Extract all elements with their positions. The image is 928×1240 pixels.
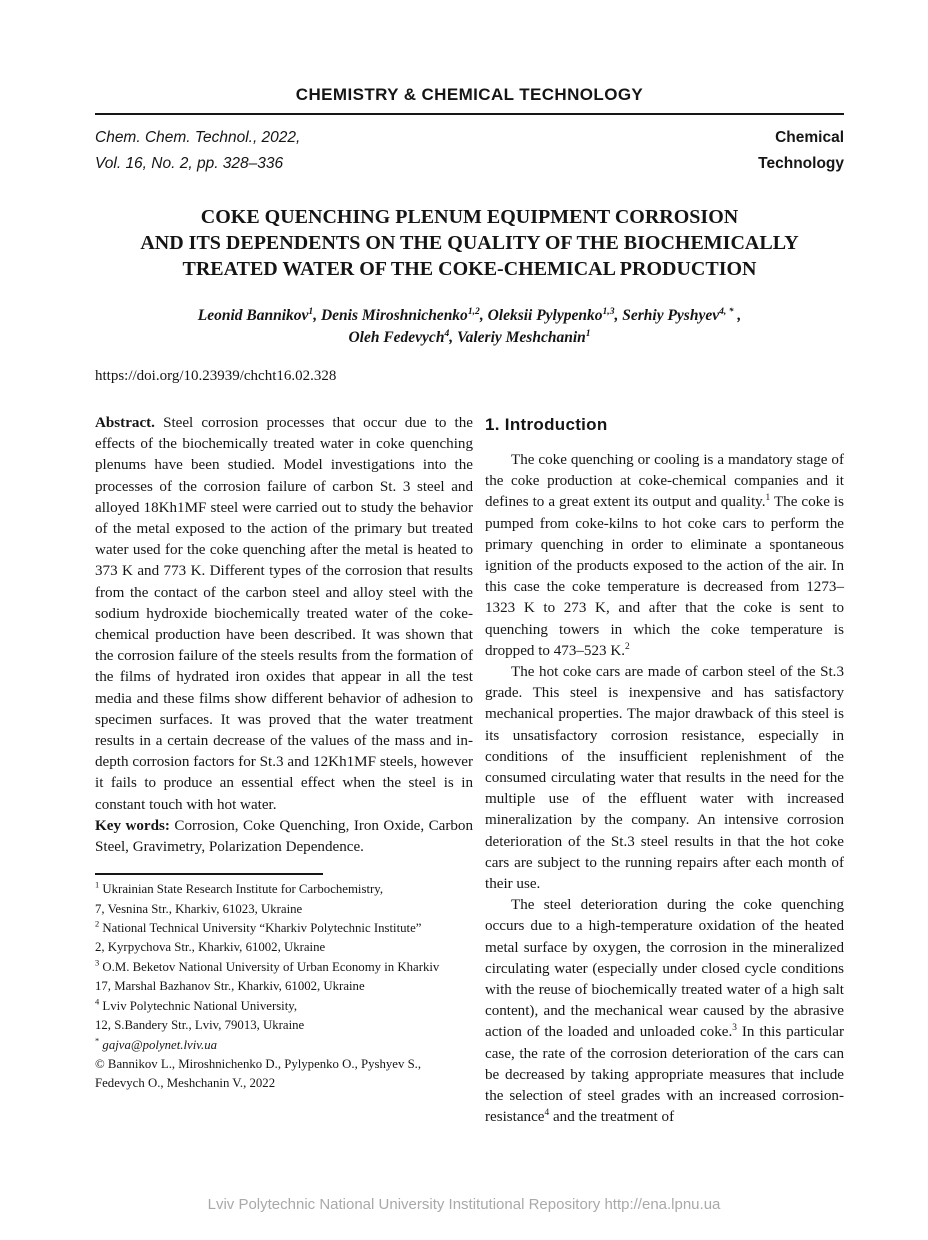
repository-footer: Lviv Polytechnic National University Institutional Repository http://ena.lpnu.ua bbox=[207, 1196, 721, 1213]
author-separator: , bbox=[614, 307, 623, 324]
copyright-line-2 bbox=[95, 1074, 473, 1093]
footnote-marker: 1 bbox=[95, 880, 100, 890]
paragraph-text: and the treatment of bbox=[549, 1109, 675, 1126]
email-link[interactable]: gajva@polynet.lviv.ua bbox=[99, 1037, 218, 1052]
footnote-text: © Bannikov L., Miroshnichenko D., Pylypenko O., Pyshyev S., bbox=[95, 1056, 422, 1071]
keywords bbox=[95, 816, 473, 858]
footnote-address-1 bbox=[95, 900, 473, 919]
paragraph-text: The steel deterioration during the coke quenching occurs due to a high-temperature oxidation of the heated metal surface by oxygen, the corrosion in the mineralized circulating water (especially under closed cycle conditions with the reuse of biochemically treated water of a high salt content), and the mechanical wear caused by the abrasive action of the loaded and unloaded coke. bbox=[485, 897, 844, 1041]
author-affiliation-marker: 1,2 bbox=[467, 305, 480, 317]
author-name: Oleksii Pylypenko bbox=[487, 307, 603, 324]
footnote-affiliation-4 bbox=[95, 997, 473, 1016]
footnote-affiliation-2 bbox=[95, 919, 473, 938]
author-name: Leonid Bannikov bbox=[197, 307, 309, 324]
footnotes bbox=[95, 880, 473, 1093]
footnote-text: National Technical University “Kharkiv Polytechnic Institute” bbox=[99, 921, 422, 936]
left-column bbox=[95, 413, 473, 1129]
footnote-marker: * bbox=[95, 1035, 100, 1046]
keywords-text: Corrosion, Coke Quenching, Iron Oxide, Carbon Steel, Gravimetry, Polarization Dependence. bbox=[95, 817, 474, 856]
author-list bbox=[95, 305, 844, 349]
journal-name bbox=[758, 125, 844, 177]
paragraph-text: In this particular case, the rate of the corrosion deterioration of the cars can be decreased by taking appropriate measures that include the selection of steel grades with an increased corrosion-resistance bbox=[485, 1024, 845, 1126]
footnote-text: 17, Marshal Bazhanov Str., Kharkiv, 61002, Ukraine bbox=[95, 979, 365, 994]
author-separator: , bbox=[313, 307, 321, 324]
footnote-text: 2, Kyrpychova Str., Kharkiv, 61002, Ukraine bbox=[95, 940, 326, 955]
journal-info bbox=[95, 125, 844, 177]
footnote-text: Ukrainian State Research Institute for Carbochemistry, bbox=[99, 882, 384, 897]
author-name: Denis Miroshnichenko bbox=[320, 307, 468, 324]
introduction-paragraph-3 bbox=[485, 895, 844, 1128]
paragraph-text: The hot coke cars are made of carbon steel of the St.3 grade. This steel is inexpensive and has satisfactory mechanical properties. The major drawback of this steel is its unsatisfactory corrosion resistance, especially in conditions of the insufficient replenishment of the consumed circulating water that results in the need for the multiple use of the effluent water with increased mineralization by the company. An intensive corrosion deterioration of the St.3 steel results in that the hot coke cars are subject to the running repairs after each month of their use. bbox=[485, 664, 844, 893]
footnote-text: O.M. Beketov National University of Urban Economy in Kharkiv bbox=[99, 959, 440, 974]
author-name: Oleh Fedevych bbox=[348, 329, 445, 346]
footnote-rule bbox=[95, 873, 323, 875]
journal-name-line-2: Technology bbox=[758, 155, 844, 172]
footnote-address-2 bbox=[95, 938, 473, 957]
author-affiliation-marker: 1,3 bbox=[602, 305, 615, 317]
two-column-body bbox=[95, 413, 844, 1129]
title-line-3: TREATED WATER OF THE COKE-CHEMICAL PRODUCTION bbox=[182, 258, 757, 280]
header-rule bbox=[95, 113, 844, 115]
reference-marker: 3 bbox=[732, 1023, 737, 1034]
author-line-2 bbox=[95, 327, 844, 349]
author-name: Serhiy Pyshyev bbox=[622, 307, 720, 324]
citation-line-2: Vol. 16, No. 2, pp. 328–336 bbox=[95, 155, 284, 172]
doi-link[interactable]: https://doi.org/10.23939/chcht16.02.328 bbox=[95, 368, 337, 384]
footnote-address-4 bbox=[95, 1016, 473, 1035]
footnote-text: 7, Vesnina Str., Kharkiv, 61023, Ukraine bbox=[95, 901, 303, 916]
keywords-label: Key words: bbox=[95, 817, 170, 834]
section-heading-introduction: 1. Introduction bbox=[485, 415, 608, 434]
title-line-1: COKE QUENCHING PLENUM EQUIPMENT CORROSION bbox=[200, 206, 739, 228]
copyright-line-1 bbox=[95, 1055, 473, 1074]
author-separator: , bbox=[479, 307, 488, 324]
journal-name-line-1: Chemical bbox=[775, 129, 844, 146]
footnote-corresponding-email bbox=[95, 1036, 473, 1055]
introduction-paragraph-1 bbox=[485, 450, 844, 662]
abstract-label: Abstract. bbox=[95, 415, 155, 431]
author-affiliation-marker: 1 bbox=[585, 327, 591, 339]
journal-banner: CHEMISTRY & CHEMICAL TECHNOLOGY bbox=[295, 85, 644, 104]
abstract bbox=[95, 413, 473, 816]
journal-citation bbox=[95, 125, 300, 177]
footnote-text: Fedevych O., Meshchanin V., 2022 bbox=[95, 1076, 276, 1091]
author-affiliation-marker: 4 bbox=[444, 327, 450, 339]
author-line-1 bbox=[95, 305, 844, 327]
footnote-address-3 bbox=[95, 977, 473, 996]
author-separator: , bbox=[449, 329, 457, 346]
reference-marker: 1 bbox=[765, 493, 771, 504]
author-affiliation-marker: 1 bbox=[308, 305, 314, 317]
author-name: Valeriy Meshchanin bbox=[456, 329, 586, 346]
page-content bbox=[95, 0, 844, 1129]
title-line-2: AND ITS DEPENDENTS ON THE QUALITY OF THE BIOCHEMICALLY bbox=[140, 232, 799, 254]
footnote-text: 12, S.Bandery Str., Lviv, 79013, Ukraine bbox=[95, 1018, 305, 1033]
reference-marker: 4 bbox=[544, 1108, 550, 1119]
paper-title bbox=[95, 204, 844, 282]
paragraph-text: The coke is pumped from coke-kilns to hot coke cars to perform the primary quenching in order to eliminate a spontaneous ignition of the products exposed to the action of the air. In this case the coke temperature is decreased from 1273–1323 K to 273 K, and after that the coke is sent to quenching towers in which the coke temperature is dropped to 473–523 K. bbox=[485, 494, 844, 659]
footnote-affiliation-1 bbox=[95, 880, 473, 899]
footnote-marker: 3 bbox=[95, 957, 100, 968]
footnote-text: Lviv Polytechnic National University, bbox=[99, 998, 298, 1013]
author-affiliation-marker: 4, * bbox=[719, 305, 734, 317]
paragraph-text: The coke quenching or cooling is a mandatory stage of the coke production at coke-chemical companies and it defines to a great extent its output and quality. bbox=[485, 452, 844, 511]
footnote-affiliation-3 bbox=[95, 958, 473, 977]
footnote-marker: 2 bbox=[95, 918, 100, 929]
abstract-text: Steel corrosion processes that occur due to the effects of the biochemically treated water in coke quenching plenums have been studied. Model investigations into the processes of the corrosion failure of carbon St. 3 steel and alloyed 18Kh1MF steel were carried out to study the behavior of the metal exposed to the action of the primary but treated water used for the coke quenching after the metal is heated to 373 K and 773 K. Different types of the corrosion that results from the contact of the carbon steel and alloy steel with the sodium hydroxide biochemically treated water of the coke-chemical production have been described. It was shown that the corrosion failure of the steels results from the formation of the films of hydrated iron oxides that appear in all the test media and these films show different behavior of adhesion to specimen surfaces. It was proved that the water treatment results in a certain decrease of the values of the mass and in-depth corrosion factors for St.3 and 12Kh1MF steels, however it fails to produce an essential effect when the steel is in constant touch with hot water. bbox=[95, 415, 473, 813]
citation-line-1: Chem. Chem. Technol., 2022, bbox=[95, 129, 301, 146]
introduction-paragraph-2 bbox=[485, 662, 844, 895]
footnote-marker: 4 bbox=[95, 996, 100, 1007]
right-column bbox=[485, 413, 844, 1129]
reference-marker: 2 bbox=[625, 641, 630, 652]
author-separator: , bbox=[733, 307, 742, 324]
